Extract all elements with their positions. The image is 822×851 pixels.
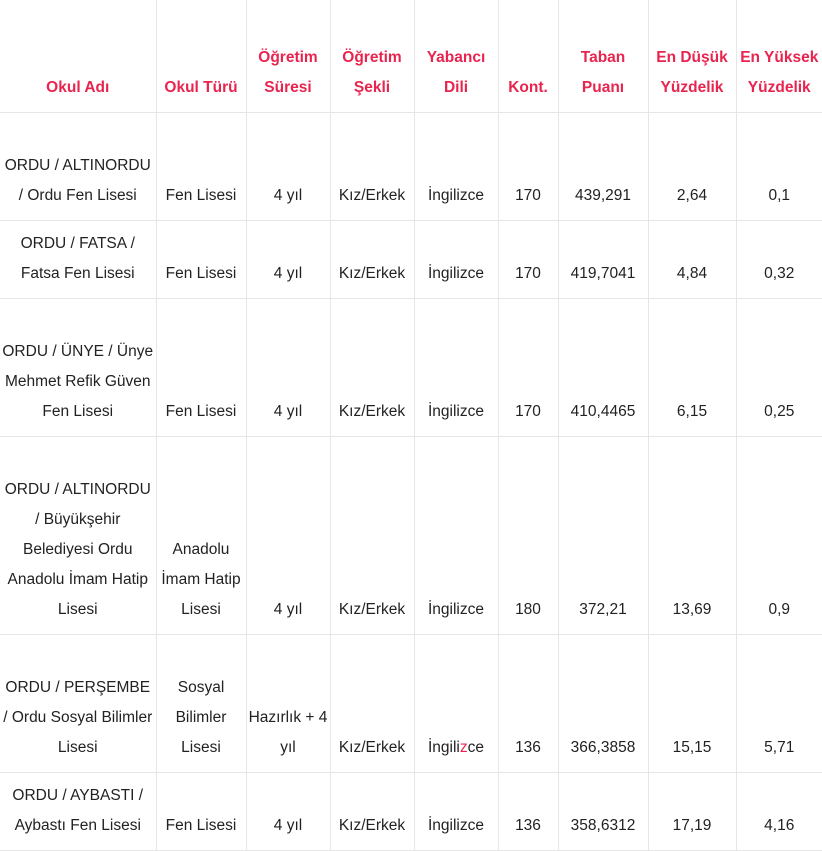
table-row <box>0 635 822 773</box>
cell-taban-puani: 366,3858 <box>558 635 648 773</box>
cell-en-dusuk-yuzdelik: 6,15 <box>648 299 736 437</box>
cell-taban-puani: 439,291 <box>558 113 648 221</box>
cell-en-yuksek-yuzdelik: 0,32 <box>736 221 822 299</box>
cell-yabanci-dili: İngilizce <box>414 437 498 635</box>
cell-ogretim-suresi: 4 yıl <box>246 113 330 221</box>
cell-taban-puani: 358,6312 <box>558 773 648 851</box>
header-yabanci-dili: Yabancı Dili <box>414 0 498 113</box>
cell-taban-puani: 419,7041 <box>558 221 648 299</box>
cell-kont: 170 <box>498 221 558 299</box>
cell-yabanci-dili-highlight: z <box>459 739 468 756</box>
cell-en-yuksek-yuzdelik: 0,1 <box>736 113 822 221</box>
cell-okul-adi: ORDU / ÜNYE / Ünye Mehmet Refik Güven Fen Lisesi <box>0 299 156 437</box>
cell-okul-turu: Fen Lisesi <box>156 113 246 221</box>
cell-kont: 136 <box>498 635 558 773</box>
cell-en-dusuk-yuzdelik: 17,19 <box>648 773 736 851</box>
cell-en-dusuk-yuzdelik: 15,15 <box>648 635 736 773</box>
cell-okul-turu: Anadolu İmam Hatip Lisesi <box>156 437 246 635</box>
table-row <box>0 299 822 437</box>
cell-kont: 170 <box>498 299 558 437</box>
cell-taban-puani: 410,4465 <box>558 299 648 437</box>
cell-ogretim-suresi: 4 yıl <box>246 221 330 299</box>
cell-en-dusuk-yuzdelik: 13,69 <box>648 437 736 635</box>
cell-okul-adi: ORDU / ALTINORDU / Büyükşehir Belediyesi Ordu Anadolu İmam Hatip Lisesi <box>0 437 156 635</box>
cell-en-yuksek-yuzdelik: 0,9 <box>736 437 822 635</box>
table-row <box>0 773 822 851</box>
cell-kont: 180 <box>498 437 558 635</box>
cell-yabanci-dili <box>414 635 498 773</box>
header-en-yuksek-yuzdelik: En Yüksek Yüzdelik <box>736 0 822 113</box>
cell-ogretim-sekli: Kız/Erkek <box>330 635 414 773</box>
cell-en-yuksek-yuzdelik: 4,16 <box>736 773 822 851</box>
cell-ogretim-sekli: Kız/Erkek <box>330 221 414 299</box>
cell-taban-puani: 372,21 <box>558 437 648 635</box>
header-ogretim-suresi: Öğretim Süresi <box>246 0 330 113</box>
cell-en-yuksek-yuzdelik: 5,71 <box>736 635 822 773</box>
cell-en-dusuk-yuzdelik: 4,84 <box>648 221 736 299</box>
cell-ogretim-suresi: 4 yıl <box>246 437 330 635</box>
cell-yabanci-dili: İngilizce <box>414 773 498 851</box>
cell-okul-turu: Sosyal Bilimler Lisesi <box>156 635 246 773</box>
table-row <box>0 113 822 221</box>
cell-en-yuksek-yuzdelik: 0,25 <box>736 299 822 437</box>
cell-okul-turu: Fen Lisesi <box>156 299 246 437</box>
cell-ogretim-sekli: Kız/Erkek <box>330 437 414 635</box>
cell-ogretim-suresi: Hazırlık + 4 yıl <box>246 635 330 773</box>
table-header-row <box>0 0 822 113</box>
cell-okul-adi: ORDU / FATSA / Fatsa Fen Lisesi <box>0 221 156 299</box>
table-row <box>0 437 822 635</box>
header-en-dusuk-yuzdelik: En Düşük Yüzdelik <box>648 0 736 113</box>
header-okul-adi: Okul Adı <box>0 0 156 113</box>
cell-yabanci-dili: İngilizce <box>414 299 498 437</box>
cell-ogretim-suresi: 4 yıl <box>246 773 330 851</box>
header-taban-puani: Taban Puanı <box>558 0 648 113</box>
cell-ogretim-suresi: 4 yıl <box>246 299 330 437</box>
cell-kont: 170 <box>498 113 558 221</box>
cell-okul-turu: Fen Lisesi <box>156 221 246 299</box>
cell-okul-adi: ORDU / PERŞEMBE / Ordu Sosyal Bilimler Lisesi <box>0 635 156 773</box>
cell-yabanci-dili-part: İngili <box>427 739 460 756</box>
cell-okul-adi: ORDU / AYBASTI / Aybastı Fen Lisesi <box>0 773 156 851</box>
cell-yabanci-dili: İngilizce <box>414 221 498 299</box>
cell-ogretim-sekli: Kız/Erkek <box>330 773 414 851</box>
cell-okul-adi: ORDU / ALTINORDU / Ordu Fen Lisesi <box>0 113 156 221</box>
header-kont: Kont. <box>498 0 558 113</box>
cell-yabanci-dili: İngilizce <box>414 113 498 221</box>
cell-ogretim-sekli: Kız/Erkek <box>330 299 414 437</box>
cell-yabanci-dili-part: ce <box>467 739 484 756</box>
table-row <box>0 221 822 299</box>
cell-en-dusuk-yuzdelik: 2,64 <box>648 113 736 221</box>
header-ogretim-sekli: Öğretim Şekli <box>330 0 414 113</box>
cell-okul-turu: Fen Lisesi <box>156 773 246 851</box>
cell-ogretim-sekli: Kız/Erkek <box>330 113 414 221</box>
cell-kont: 136 <box>498 773 558 851</box>
header-okul-turu: Okul Türü <box>156 0 246 113</box>
